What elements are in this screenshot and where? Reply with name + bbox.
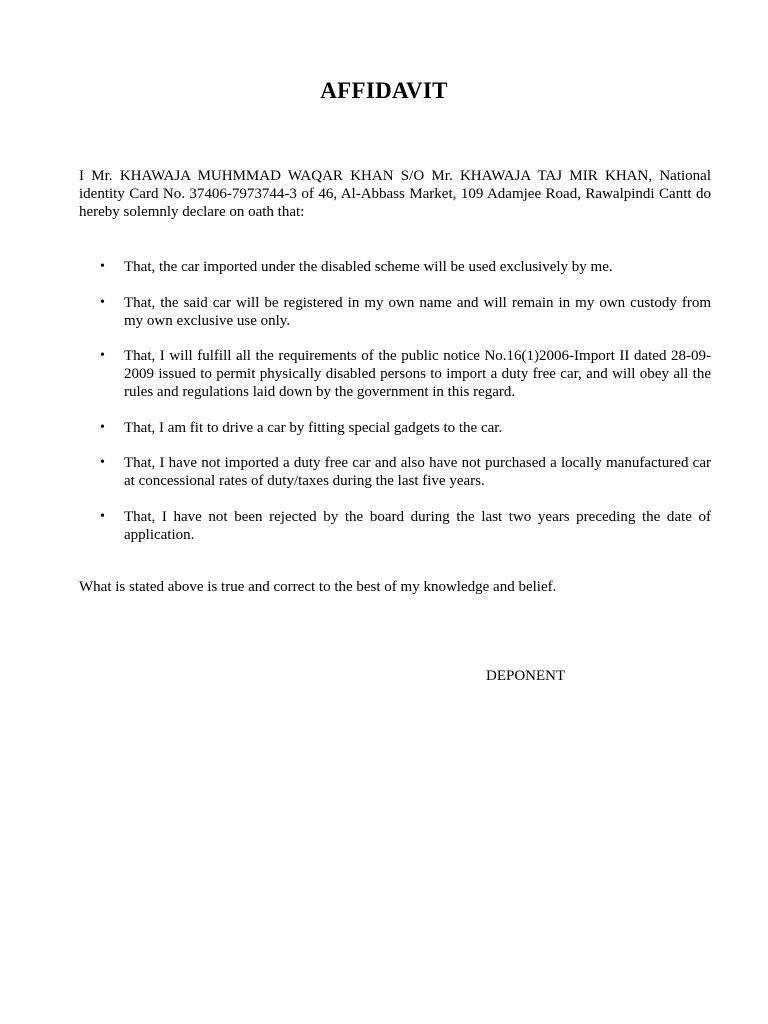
bullet-icon: • — [100, 420, 105, 435]
bullet-icon: • — [100, 348, 105, 363]
bullet-icon: • — [100, 295, 105, 310]
bullet-icon: • — [100, 509, 105, 524]
declaration-text: That, I will fulfill all the requirements of the public notice No.16(1)2006-Import II dated 28-09-2009 issued to permit physically disabled persons to import a duty free car, and will obey all the rules and regulations laid down by the government in this regard. — [124, 348, 711, 400]
document-title: AFFIDAVIT — [320, 78, 448, 103]
declaration-text: That, I have not imported a duty free car and also have not purchased a locally manufactured car at concessional rates of duty/taxes during the last five years. — [124, 455, 711, 489]
declaration-text: That, the car imported under the disabled scheme will be used exclusively by me. — [124, 259, 613, 275]
bullet-icon: • — [100, 259, 105, 274]
bullet-icon: • — [100, 455, 105, 470]
closing-statement: What is stated above is true and correct to the best of my knowledge and belief. — [79, 579, 557, 595]
signature-label: DEPONENT — [486, 668, 566, 684]
declaration-text: That, I have not been rejected by the board during the last two years preceding the date of application. — [124, 509, 711, 543]
declaration-text: That, the said car will be registered in my own name and will remain in my own custody from my own exclusive use only. — [124, 295, 711, 329]
declaration-text: That, I am fit to drive a car by fitting special gadgets to the car. — [124, 420, 503, 436]
intro-paragraph: I Mr. KHAWAJA MUHMMAD WAQAR KHAN S/O Mr. KHAWAJA TAJ MIR KHAN, National identity Card No. 37406-7973744-3 of 46, Al-Abbass Market, 109 Adamjee Road, Rawalpindi Cantt do hereby solemnly declare on oath that: — [79, 168, 711, 220]
